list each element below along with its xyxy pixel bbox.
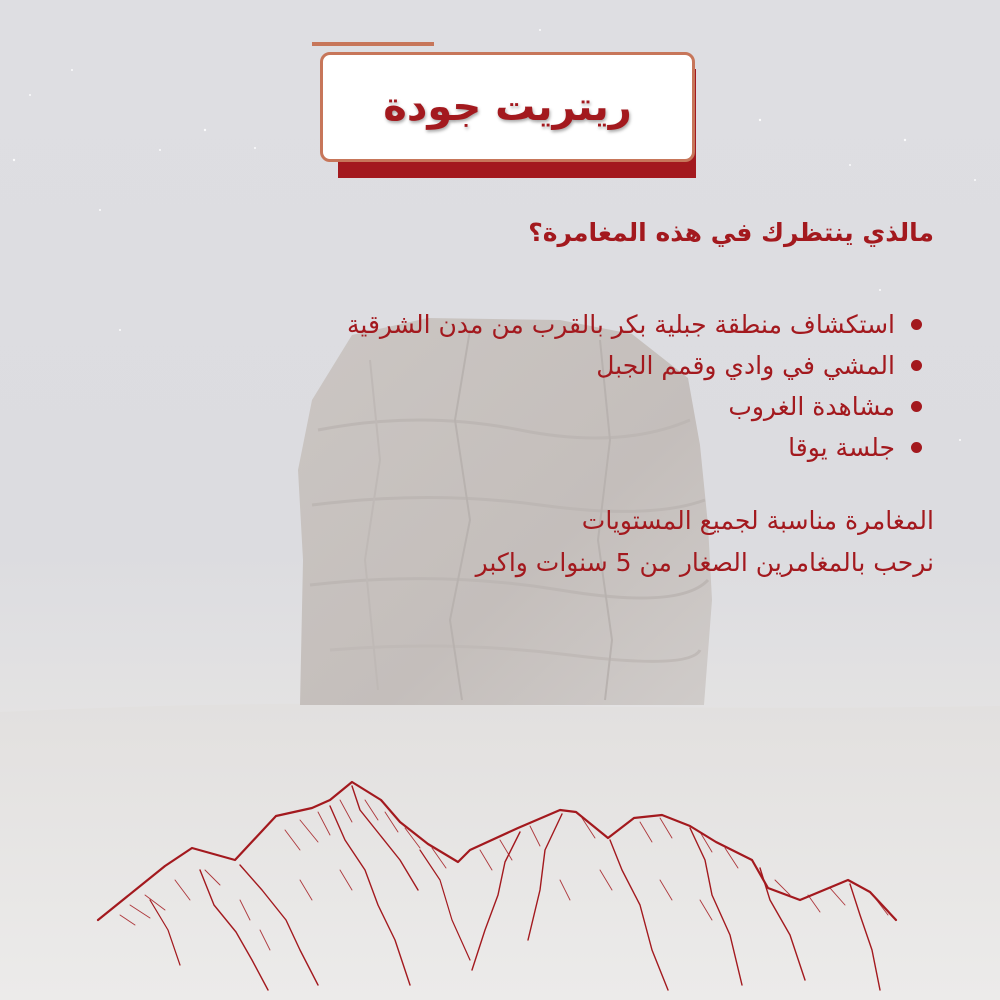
desert-ground (0, 704, 1000, 1000)
bullet-dot-icon (911, 401, 922, 412)
section-heading: مالذي ينتظرك في هذه المغامرة؟ (528, 218, 934, 247)
levels-note: المغامرة مناسبة لجميع المستويات (581, 506, 934, 535)
bullet-dot-icon (911, 442, 922, 453)
list-item (202, 345, 922, 386)
bullet-dot-icon (911, 360, 922, 371)
age-note: نرحب بالمغامرين الصغار من 5 سنوات واكبر (475, 548, 934, 577)
title-box (320, 52, 695, 162)
activities-list (202, 304, 922, 468)
list-item (202, 427, 922, 468)
list-item-text: مشاهدة الغروب (728, 392, 895, 421)
list-item-text: المشي في وادي وقمم الجبل (596, 351, 895, 380)
page-title: ريتريت جودة (383, 84, 632, 130)
list-item-text: استكشاف منطقة جبلية بكر بالقرب من مدن الشرقية (347, 310, 895, 339)
list-item-text: جلسة يوقا (788, 433, 895, 462)
title-card (310, 42, 710, 182)
bullet-dot-icon (911, 319, 922, 330)
list-item (202, 386, 922, 427)
title-accent-line (312, 42, 434, 46)
list-item (202, 304, 922, 345)
